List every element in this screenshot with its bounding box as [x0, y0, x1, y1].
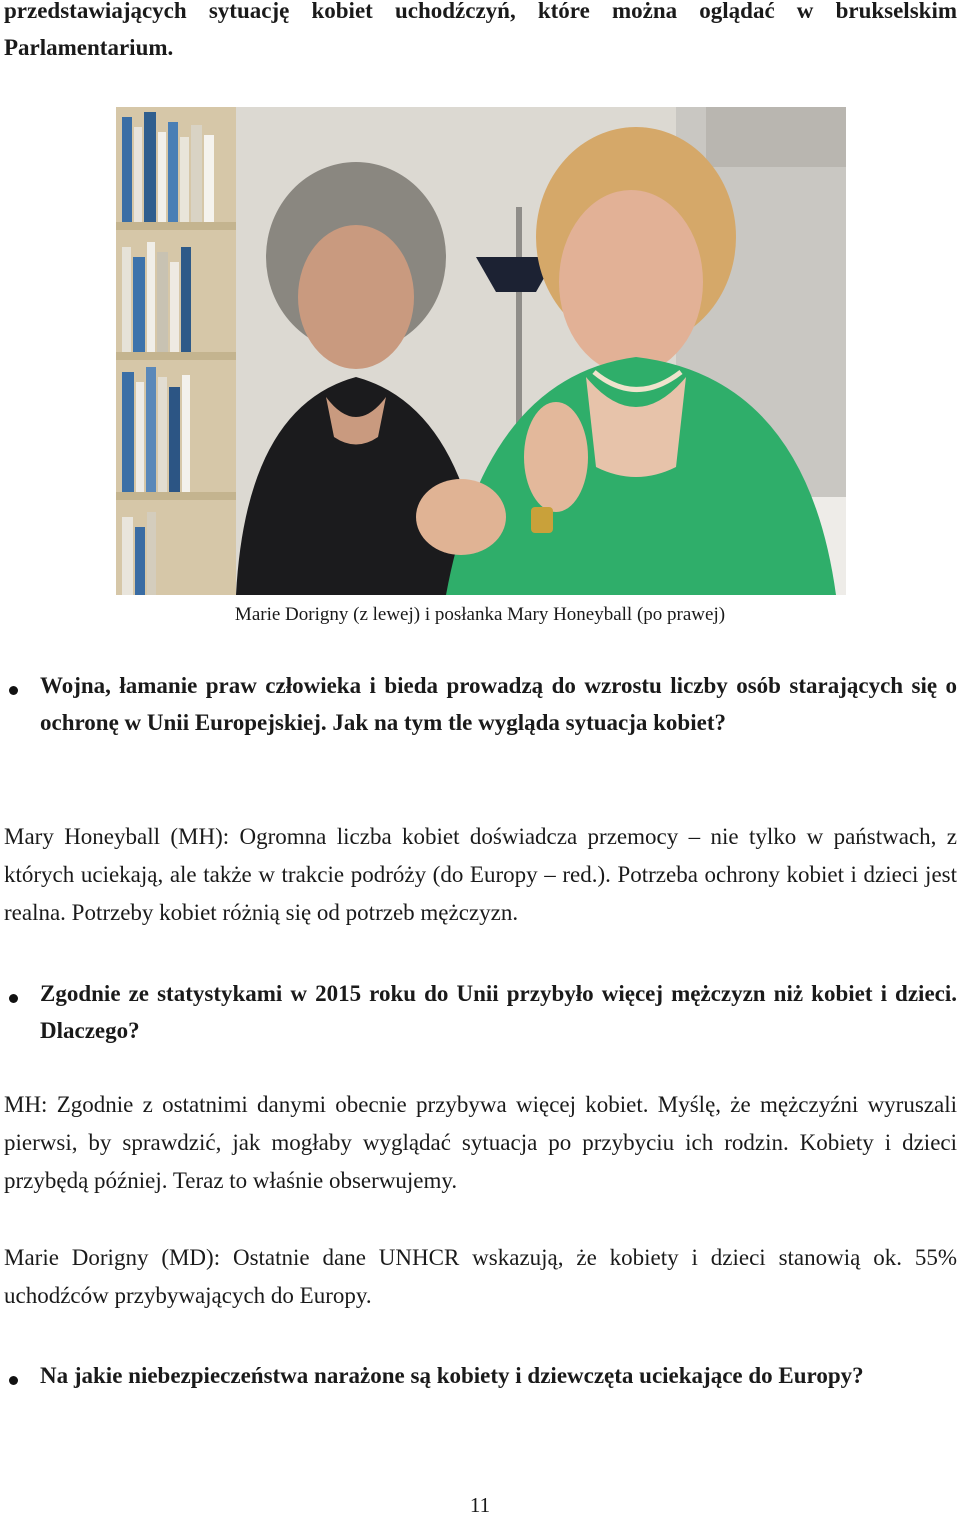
bullet-icon — [9, 994, 18, 1003]
answer-paragraph: Mary Honeyball (MH): Ogromna liczba kobiet doświadcza przemocy – nie tylko w państwach, z których uciekają, ale także w trakcie podróży (do Europy – red.). Potrzeba ochrony kobiet i dzieci jest realna. Potrzeby kobiet różnią się od potrzeb mężczyzn. — [4, 824, 957, 925]
bullet-icon — [9, 1376, 18, 1385]
intro-paragraph: przedstawiających sytuację kobiet uchodźczyń, które można oglądać w brukselskim Parlamentarium. — [4, 0, 957, 60]
bullet-icon — [9, 686, 18, 695]
question-text: Zgodnie ze statystykami w 2015 roku do Unii przybyło więcej mężczyzn niż kobiet i dzieci. Dlaczego? — [40, 981, 957, 1043]
answer-paragraph: Marie Dorigny (MD): Ostatnie dane UNHCR wskazują, że kobiety i dzieci stanowią ok. 55% uchodźców przybywających do Europy. — [4, 1245, 957, 1308]
photo-two-women — [116, 107, 846, 595]
answer-paragraph: MH: Zgodnie z ostatnimi danymi obecnie przybywa więcej kobiet. Myślę, że mężczyźni wyruszali pierwsi, by sprawdzić, jak mogłaby wyglądać sytuacja po przybyciu ich rodzin. Kobiety i dzieci przybędą później. Teraz to właśnie obserwujemy. — [4, 1092, 957, 1193]
photo-caption: Marie Dorigny (z lewej) i posłanka Mary Honeyball (po prawej) — [234, 604, 726, 625]
page-number: 11 — [469, 1493, 491, 1517]
question-text: Wojna, łamanie praw człowieka i bieda prowadzą do wzrostu liczby osób starających się o ochronę w Unii Europejskiej. Jak na tym tle wygląda sytuacja kobiet? — [40, 673, 957, 735]
question-text: Na jakie niebezpieczeństwa narażone są kobiety i dziewczęta uciekające do Europy? — [40, 1363, 864, 1388]
